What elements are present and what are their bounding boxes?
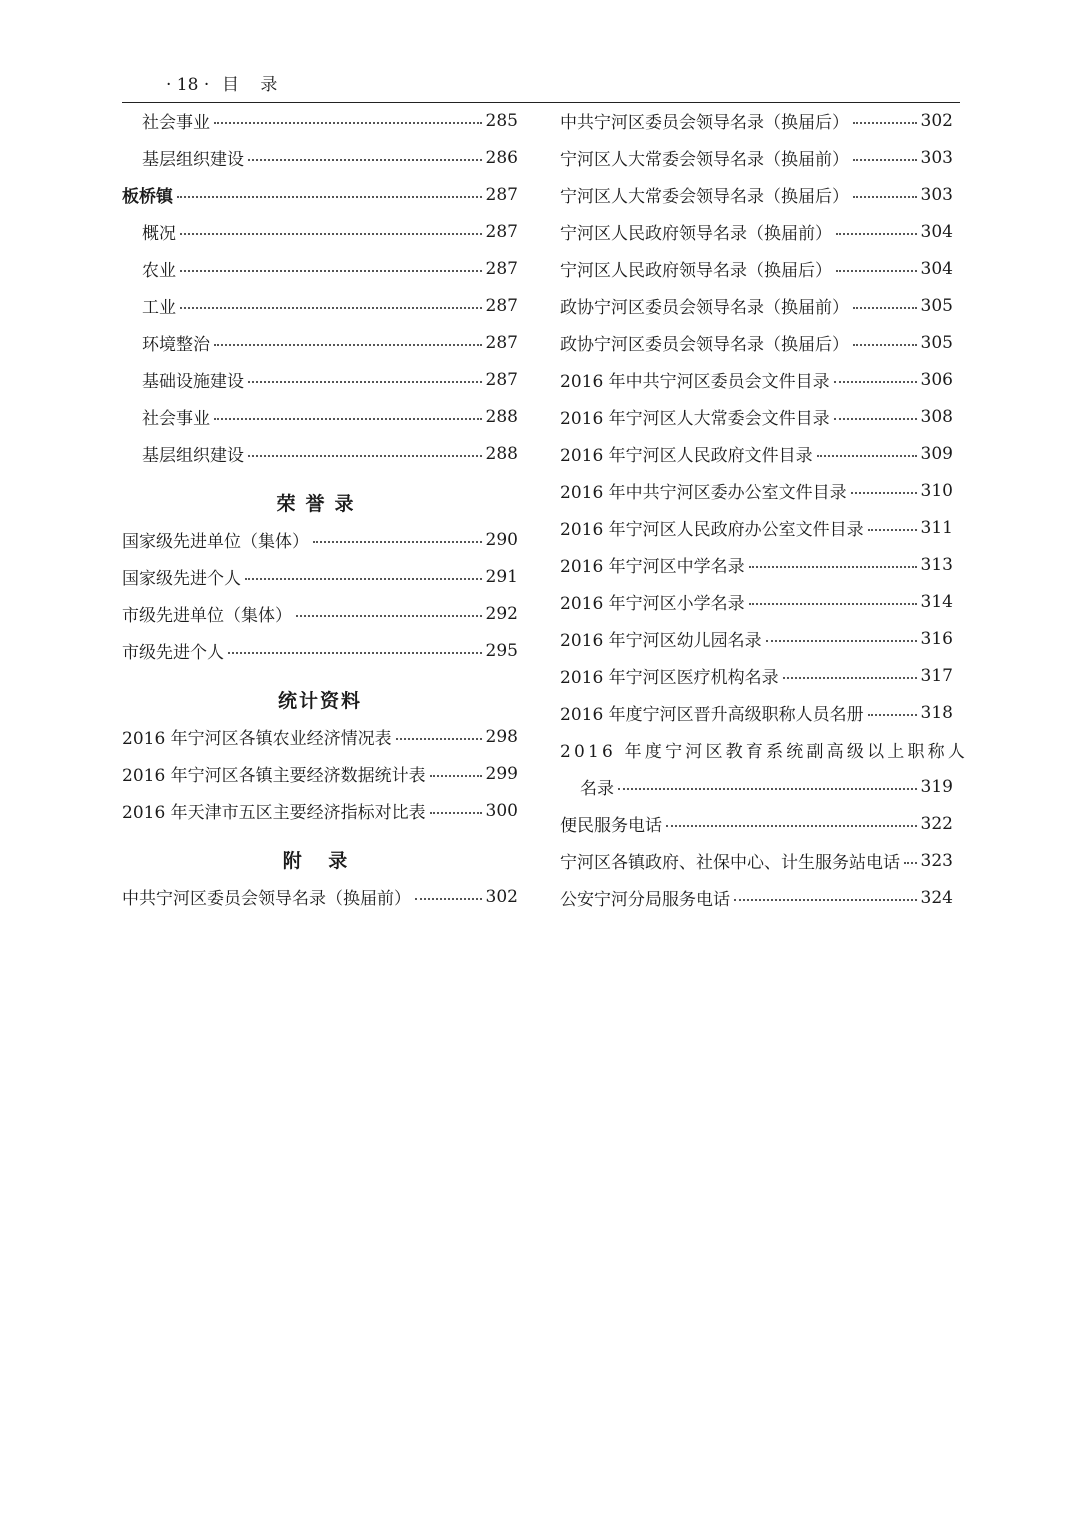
leader-dots	[296, 614, 482, 617]
leader-dots	[853, 195, 917, 198]
toc-entry-page: 287	[485, 221, 518, 242]
toc-entry[interactable]	[122, 718, 518, 755]
toc-entry-page: 319	[920, 776, 953, 797]
toc-entry-label: 2016 年中共宁河区委员会文件目录	[560, 372, 830, 392]
toc-entry-page: 287	[485, 184, 518, 205]
toc-entry[interactable]	[560, 472, 953, 509]
toc-entry-label: 概况	[142, 224, 176, 244]
toc-entry-label: 宁河区各镇政府、社保中心、计生服务站电话	[560, 853, 900, 873]
leader-dots	[853, 343, 917, 346]
toc-entry-label: 基层组织建设	[142, 150, 244, 170]
section-heading-statistics: 统计资料	[277, 690, 362, 712]
toc-group-phone	[560, 805, 953, 916]
toc-entry-label: 2016 年宁河区幼儿园名录	[560, 631, 762, 651]
toc-entry-label: 宁河区人大常委会领导名录（换届前）	[560, 150, 849, 170]
leader-dots	[836, 232, 917, 235]
toc-entry[interactable]	[122, 250, 518, 287]
leader-dots	[214, 121, 482, 124]
leader-dots	[214, 343, 482, 346]
toc-entry-page: 302	[485, 886, 518, 907]
toc-entry[interactable]	[122, 287, 518, 324]
leader-dots	[245, 577, 482, 580]
toc-entry-page: 310	[920, 480, 953, 501]
leader-dots	[248, 158, 482, 161]
toc-entry-page: 291	[485, 566, 518, 587]
toc-entry-page: 306	[920, 369, 953, 390]
toc-entry[interactable]	[122, 139, 518, 176]
leader-dots	[228, 651, 482, 654]
toc-entry-page: 304	[920, 221, 953, 242]
toc-entry-page: 288	[485, 443, 518, 464]
leader-dots	[430, 774, 482, 777]
toc-entry-page: 287	[485, 369, 518, 390]
leader-dots	[618, 787, 917, 790]
toc-entry-page: 316	[920, 628, 953, 649]
toc-entry[interactable]	[122, 213, 518, 250]
toc-group-appendix-continued	[560, 102, 953, 731]
toc-entry-label: 环境整治	[142, 335, 210, 355]
toc-entry[interactable]	[122, 102, 518, 139]
leader-dots	[817, 454, 917, 457]
toc-entry[interactable]	[122, 435, 518, 472]
section-heading-appendix: 附 录	[282, 850, 358, 872]
leader-dots	[853, 121, 917, 124]
leader-dots	[834, 380, 917, 383]
toc-entry-label: 2016 年度宁河区晋升高级职称人员名册	[560, 705, 864, 725]
toc-entry[interactable]	[122, 755, 518, 792]
toc-entry-label: 2016 年宁河区医疗机构名录	[560, 668, 779, 688]
toc-entry-label: 公安宁河分局服务电话	[560, 890, 730, 910]
toc-entry-label: 2016 年宁河区小学名录	[560, 594, 745, 614]
toc-entry-label: 2016 年天津市五区主要经济指标对比表	[122, 803, 426, 823]
toc-entry[interactable]	[560, 361, 953, 398]
toc-entry-label: 名录	[580, 779, 614, 799]
toc-entry-page: 300	[485, 800, 518, 821]
toc-entry[interactable]	[122, 558, 518, 595]
toc-entry-label: 2016 年宁河区人民政府文件目录	[560, 446, 813, 466]
toc-entry-page: 288	[485, 406, 518, 427]
toc-entry-label: 中共宁河区委员会领导名录（换届后）	[560, 113, 849, 133]
toc-entry-label: 社会事业	[142, 409, 210, 429]
toc-entry[interactable]	[560, 139, 953, 176]
toc-entry-label: 板桥镇	[122, 187, 173, 207]
toc-entry[interactable]	[122, 878, 518, 915]
leader-dots	[430, 811, 482, 814]
toc-entry-label: 2016 年宁河区人大常委会文件目录	[560, 409, 830, 429]
toc-entry[interactable]	[122, 324, 518, 361]
toc-entry[interactable]	[560, 694, 953, 731]
toc-entry[interactable]	[560, 583, 953, 620]
toc-left-column	[122, 102, 518, 915]
toc-entry[interactable]	[122, 176, 518, 213]
toc-entry-label: 宁河区人民政府领导名录（换届后）	[560, 261, 832, 281]
toc-entry-page: 298	[485, 726, 518, 747]
toc-entry[interactable]	[122, 361, 518, 398]
toc-entry[interactable]	[122, 595, 518, 632]
toc-entry[interactable]	[560, 620, 953, 657]
leader-dots	[180, 232, 482, 235]
toc-group-township	[122, 102, 518, 472]
toc-entry-page: 305	[920, 332, 953, 353]
toc-entry-page: 295	[485, 640, 518, 661]
toc-entry-page: 303	[920, 184, 953, 205]
leader-dots	[904, 861, 917, 864]
leader-dots	[177, 195, 482, 198]
toc-entry-page: 318	[920, 702, 953, 723]
toc-entry[interactable]	[560, 213, 953, 250]
leader-dots	[180, 269, 482, 272]
leader-dots	[248, 380, 482, 383]
toc-group-statistics	[122, 718, 518, 829]
leader-dots	[868, 713, 917, 716]
toc-entry[interactable]	[122, 792, 518, 829]
section-heading-honor: 荣誉录	[276, 493, 364, 515]
toc-entry[interactable]	[122, 521, 518, 558]
toc-entry-label: 便民服务电话	[560, 816, 662, 836]
toc-entry-label: 政协宁河区委员会领导名录（换届前）	[560, 298, 849, 318]
toc-entry-label: 国家级先进单位（集体）	[122, 532, 309, 552]
leader-dots	[836, 269, 917, 272]
toc-entry-page: 285	[485, 110, 518, 131]
toc-entry-page: 286	[485, 147, 518, 168]
leader-dots	[734, 898, 917, 901]
toc-entry-page: 287	[485, 295, 518, 316]
toc-entry-page: 323	[920, 850, 953, 871]
toc-entry-label: 市级先进个人	[122, 643, 224, 663]
toc-entry-page: 303	[920, 147, 953, 168]
toc-entry[interactable]	[560, 879, 953, 916]
leader-dots	[868, 528, 917, 531]
leader-dots	[749, 565, 917, 568]
toc-entry-wrapped-line1[interactable]	[560, 731, 969, 768]
toc-group-appendix	[122, 878, 518, 915]
toc-right-column	[560, 102, 969, 916]
leader-dots	[834, 417, 917, 420]
leader-dots	[248, 454, 482, 457]
leader-dots	[783, 676, 917, 679]
toc-entry-page: 305	[920, 295, 953, 316]
toc-entry-label: 2016 年度宁河区教育系统副高级以上职称人	[560, 742, 969, 762]
toc-entry[interactable]	[560, 102, 953, 139]
toc-entry[interactable]	[560, 250, 953, 287]
leader-dots	[180, 306, 482, 309]
toc-entry-page: 314	[920, 591, 953, 612]
toc-entry-page: 311	[920, 517, 953, 538]
toc-entry-page: 309	[920, 443, 953, 464]
leader-dots	[214, 417, 482, 420]
toc-entry-page: 324	[920, 887, 953, 908]
toc-entry-label: 2016 年宁河区各镇主要经济数据统计表	[122, 766, 426, 786]
toc-entry-page: 290	[485, 529, 518, 550]
leader-dots	[766, 639, 917, 642]
toc-entry[interactable]	[560, 805, 953, 842]
toc-entry-label: 基层组织建设	[142, 446, 244, 466]
toc-entry[interactable]	[560, 546, 953, 583]
page-number: · 18 ·	[166, 75, 210, 95]
toc-entry-label: 宁河区人大常委会领导名录（换届后）	[560, 187, 849, 207]
toc-entry-label: 宁河区人民政府领导名录（换届前）	[560, 224, 832, 244]
toc-entry-label: 社会事业	[142, 113, 210, 133]
toc-entry-page: 287	[485, 332, 518, 353]
toc-entry-label: 农业	[142, 261, 176, 281]
toc-entry-page: 299	[485, 763, 518, 784]
toc-entry[interactable]	[560, 324, 953, 361]
toc-entry-label: 国家级先进个人	[122, 569, 241, 589]
leader-dots	[853, 158, 917, 161]
toc-entry-label: 中共宁河区委员会领导名录（换届前）	[122, 889, 411, 909]
toc-entry-page: 308	[920, 406, 953, 427]
toc-entry-label: 基础设施建设	[142, 372, 244, 392]
toc-entry[interactable]	[560, 398, 953, 435]
toc-entry-label: 政协宁河区委员会领导名录（换届后）	[560, 335, 849, 355]
toc-entry[interactable]	[560, 287, 953, 324]
page-header	[122, 70, 960, 103]
leader-dots	[853, 306, 917, 309]
leader-dots	[396, 737, 482, 740]
toc-entry-label: 2016 年中共宁河区委办公室文件目录	[560, 483, 847, 503]
toc-entry-label: 2016 年宁河区中学名录	[560, 557, 745, 577]
toc-entry-page: 304	[920, 258, 953, 279]
leader-dots	[415, 897, 482, 900]
leader-dots	[749, 602, 917, 605]
toc-entry-label: 2016 年宁河区各镇农业经济情况表	[122, 729, 392, 749]
toc-entry[interactable]	[122, 398, 518, 435]
toc-entry-page: 292	[485, 603, 518, 624]
toc-entry[interactable]	[560, 176, 953, 213]
toc-entry-wrapped-line2[interactable]	[560, 768, 953, 805]
leader-dots	[851, 491, 917, 494]
toc-entry-page: 302	[920, 110, 953, 131]
leader-dots	[313, 540, 482, 543]
toc-entry-page: 287	[485, 258, 518, 279]
leader-dots	[666, 824, 917, 827]
toc-entry-page: 313	[920, 554, 953, 575]
toc-entry-label: 2016 年宁河区人民政府办公室文件目录	[560, 520, 864, 540]
toc-entry[interactable]	[560, 509, 953, 546]
toc-entry-label: 工业	[142, 298, 176, 318]
header-title: 目 录	[222, 75, 286, 95]
toc-group-honor	[122, 521, 518, 669]
toc-entry[interactable]	[122, 632, 518, 669]
toc-entry[interactable]	[560, 657, 953, 694]
toc-entry-page: 322	[920, 813, 953, 834]
toc-entry[interactable]	[560, 435, 953, 472]
toc-entry-label: 市级先进单位（集体）	[122, 606, 292, 626]
toc-entry[interactable]	[560, 842, 953, 879]
toc-entry-page: 317	[920, 665, 953, 686]
